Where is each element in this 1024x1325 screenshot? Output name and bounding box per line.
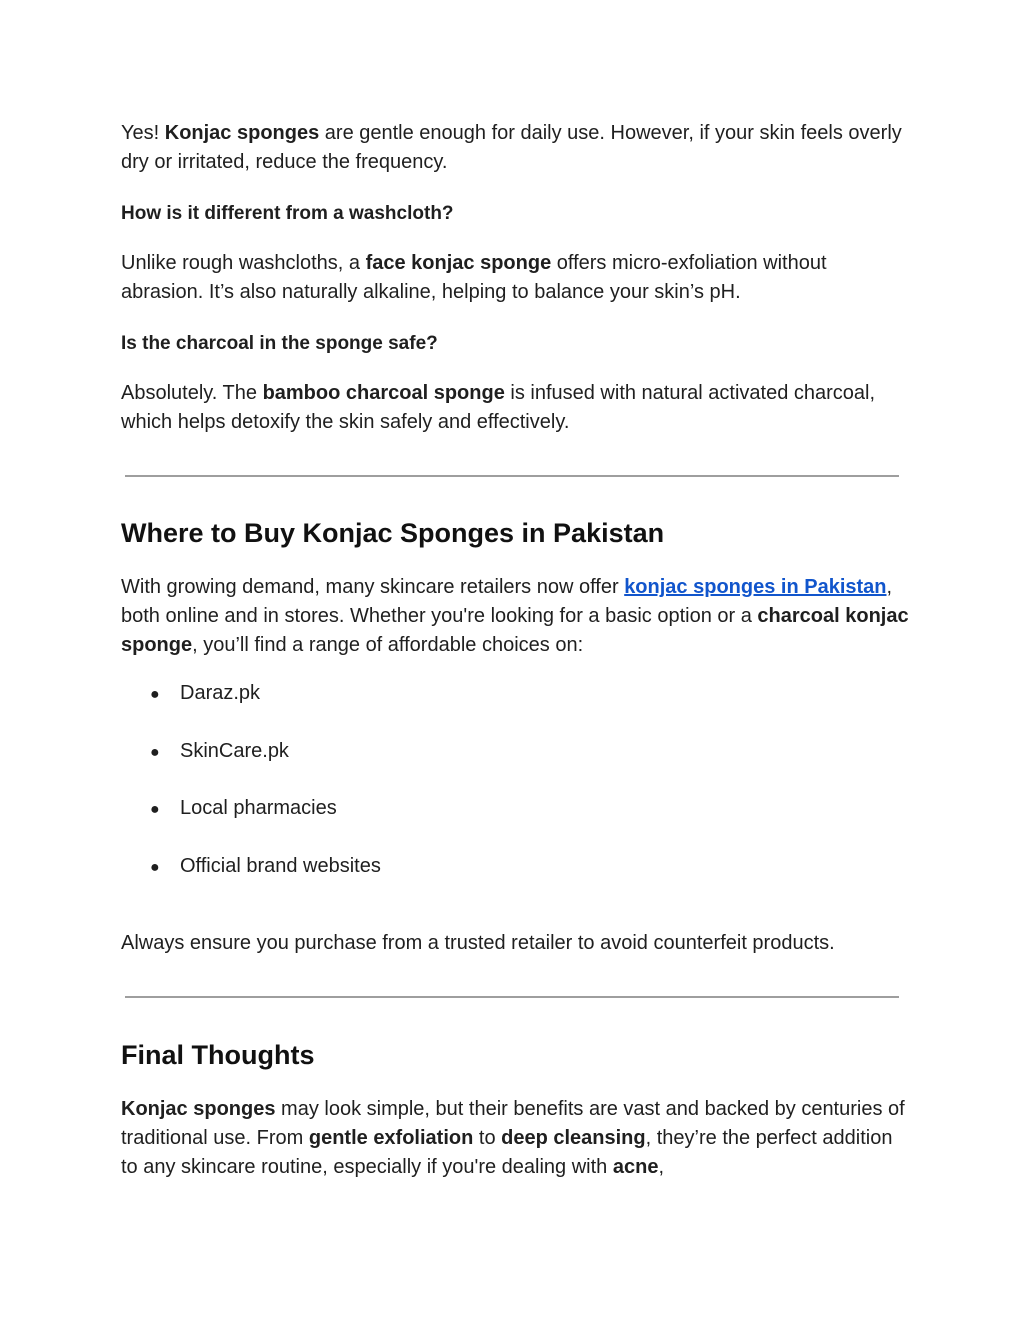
bold-text: Konjac sponges <box>121 1098 276 1120</box>
list-item <box>150 795 337 823</box>
bullet-icon: ● <box>150 744 160 761</box>
text-run: is infused with natural activated charcoal, which helps detoxify the skin safely and effectively. <box>121 382 876 433</box>
bold-text: charcoal konjac sponge <box>121 605 909 656</box>
bullet-icon: ● <box>150 859 160 876</box>
text-run: Absolutely. The <box>121 382 263 404</box>
faq-answer-daily-use <box>121 119 911 177</box>
faq-question-charcoal: Is the charcoal in the sponge safe? <box>121 333 438 354</box>
text-run: , both online and in stores. Whether you're looking for a basic option or a <box>121 576 893 627</box>
where-intro-paragraph <box>121 573 911 660</box>
horizontal-rule <box>125 996 899 998</box>
text-run: Unlike rough washcloths, a <box>121 252 366 274</box>
list-item <box>150 738 289 766</box>
bold-text: face konjac sponge <box>365 252 552 274</box>
list-item <box>150 680 260 708</box>
faq-answer-washcloth <box>121 249 911 307</box>
text-run: With growing demand, many skincare retailers now offer <box>121 576 625 598</box>
list-item-label: Local pharmacies <box>180 797 337 819</box>
text-run: offers micro-exfoliation without abrasion. It’s also naturally alkaline, helping to balance your skin’s pH. <box>121 252 827 303</box>
list-item-label: SkinCare.pk <box>180 740 289 762</box>
list-item-label: Daraz.pk <box>180 682 261 704</box>
faq-answer-charcoal <box>121 379 911 437</box>
final-thoughts-paragraph <box>121 1095 911 1182</box>
text-run: may look simple, but their benefits are vast and backed by centuries of traditional use. From <box>121 1098 905 1149</box>
retailer-note: Always ensure you purchase from a trusted retailer to avoid counterfeit products. <box>121 932 835 954</box>
heading-final-thoughts: Final Thoughts <box>121 1040 315 1070</box>
bold-text: gentle exfoliation <box>308 1127 474 1149</box>
bullet-icon: ● <box>150 801 160 818</box>
bold-text: acne <box>612 1156 659 1178</box>
text-run: , they’re the perfect addition to any skincare routine, especially if you're dealing with <box>121 1127 893 1178</box>
text-run: Yes! <box>121 122 165 144</box>
text-run: , <box>658 1156 665 1178</box>
text-run: to <box>473 1127 502 1149</box>
text-run: , you’ll find a range of affordable choices on: <box>192 634 584 656</box>
list-item <box>150 853 381 881</box>
konjac-pakistan-link[interactable]: konjac sponges in Pakistan <box>624 576 887 598</box>
bullet-icon: ● <box>150 686 160 703</box>
faq-question-washcloth: How is it different from a washcloth? <box>121 203 454 224</box>
text-run: are gentle enough for daily use. However, if your skin feels overly dry or irritated, reduce the frequency. <box>121 122 902 173</box>
bold-text: deep cleansing <box>501 1127 646 1149</box>
bold-text: bamboo charcoal sponge <box>262 382 505 404</box>
heading-where-to-buy: Where to Buy Konjac Sponges in Pakistan <box>121 518 665 548</box>
list-item-label: Official brand websites <box>180 855 381 877</box>
horizontal-rule <box>125 475 899 477</box>
bold-text: Konjac sponges <box>164 122 320 144</box>
